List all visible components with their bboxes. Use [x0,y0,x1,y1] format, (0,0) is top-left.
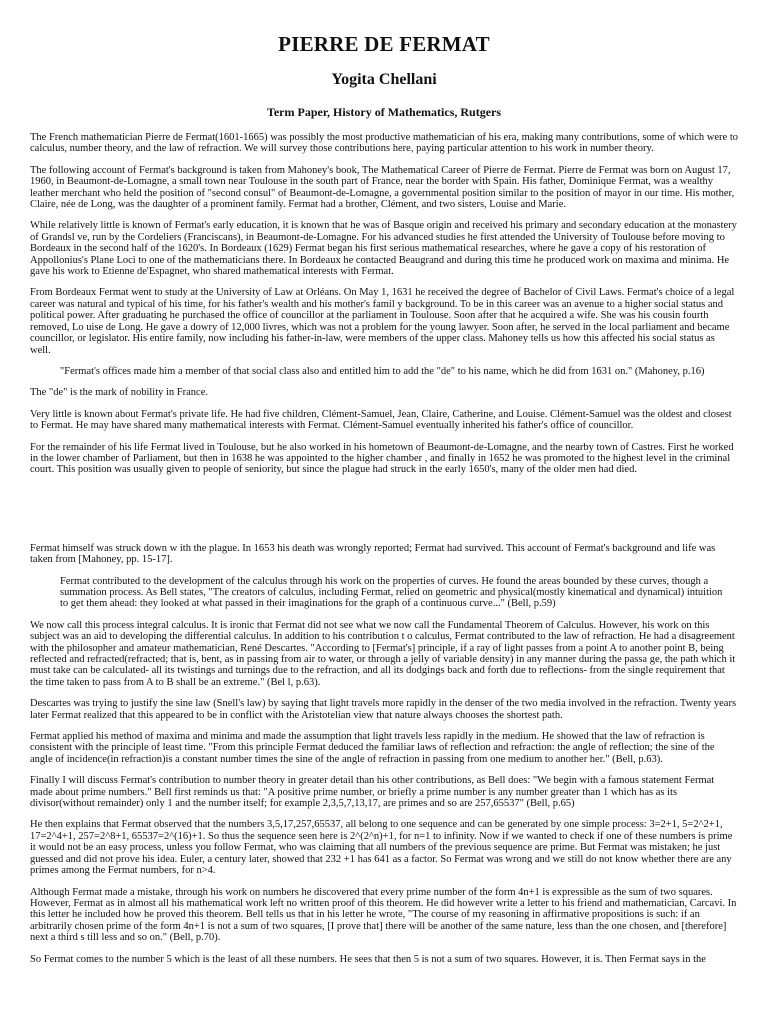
author-name: Yogita Chellani [331,71,437,88]
block-quote: "Fermat's offices made him a member of that social class also and entitled him to add the "de" to his name, which he did from 1631 on." (Mahoney, p.16) [60,365,705,377]
paragraph: Finally I will discuss Fermat's contribution to number theory in greater detail than his other contributions, as Bell does: "We begin with a famous statement Fermat made about prime numbers." Bell first reminds us that: "A positive prime number, or briefly a prime number is any number greater than 1 which has as its divisor(without remainder) only 1 and the number itself; for example 2,3,5,7,13,17, are primes and so are 257,65537" (Bell, p.65) [30,775,715,810]
paragraph: Fermat himself was struck down w ith the plague. In 1653 his death was wrongly reported; Fermat had survived. This account of Fermat's background and life was taken from [Mahoney, pp. 15-17]. [30,542,716,566]
page-break-gap [30,486,738,543]
paragraph: While relatively little is known of Fermat's early education, it is known that he was of Basque origin and received his primary and secondary education at the monastery of Grandsl ve, run by the Cordeliers (Franciscans), in Beaumont-de-Lomagne. For his advanced studies he first attended the University of Toulouse before moving to Bordeaux in the second half of the 1620's. In Bordeaux (1629) Fermat began his first serious mathematical researches, where he gave a copy of his restoration of Appollonius's Plane Loci to one of the mathematicians there. In Bordeaux he contacted Beaugrand and during this time he produced work on maxima and minima. He gave his work to Etienne de'Espagnet, who shared mathematical interests with Fermat. [30,220,737,278]
paragraph: Although Fermat made a mistake, through his work on numbers he discovered that every prime number of the form 4n+1 is expressible as the sum of two squares. However, Fermat as in almost all his mathematical work left no written proof of this theorem. He did however write a letter to his friend and mathematician, Carcavi. In this letter he included how he proved this theorem. Bell tells us that in his letter he wrote, "The course of my reasoning in affirmative propositions is such: if an arbitrarily chosen prime of the form 4n+1 is not a sum of two squares, [I prove that] there will be another of the same nature, less than the one chosen, and [therefore] next a third s till less and so on." (Bell, p.70). [30,886,737,944]
paragraph: The following account of Fermat's background is taken from Mahoney's book, The Mathematical Career of Pierre de Fermat. Pierre de Fermat was born on August 17, 1960, in Beaumont-de-Lomagne, a small town near Toulouse in the south part of France, near the border with Spain. His father, Dominique Fermat, was a wealthy leather merchant who held the position of "second consul" of Beaumont-de-Lomagne, a governmental position similar to the position of mayor in our time. His mother, Claire, née de Long, was the daughter of a prominent family. Fermat had a brother, Clément, and two sisters, Louise and Marie. [30,164,735,211]
paragraph: From Bordeaux Fermat went to study at the University of Law at Orléans. On May 1, 1631 he received the degree of Bachelor of Civil Laws. Fermat's choice of a legal career was natural and typical of his time, for his father's wealth and his mother's famil y background. To be in this career was an avenue to a higher social status and political power. After graduating he purchased the office of councillor at the parliament in Toulouse. Soon after that he acquired a wife. She was his cousin fourth removed, Lo uise de Long. He gave a dowry of 12,000 livres, which was not a problem for the young lawyer. Soon after, he served in the local parliament and became councillor, or legislator. His entire family, now including his father-in-law, were members of the upper class. Mahoney tells us how this affected his social status as well. [30,287,735,356]
page-title: PIERRE DE FERMAT [278,32,490,56]
paragraph: So Fermat comes to the number 5 which is the least of all these numbers. He sees that then 5 is not a sum of two squares. However, it is. Then Fermat says in the [30,953,706,965]
paragraph: For the remainder of his life Fermat lived in Toulouse, but he also worked in his hometown of Beaumont-de-Lomagne, and the nearby town of Castres. First he worked in the lower chamber of Parliament, but then in 1638 he was appointed to the higher chamber , and finally in 1652 he was promoted to the highest level in the criminal court. This position was usually given to people of seniority, but since the plague had struck in the early 1650's, many of the older men had died. [30,441,734,476]
paragraph: Fermat applied his method of maxima and minima and made the assumption that light travels less rapidly in the medium. He showed that the law of refraction is consistent with the principle of least time. "From this principle Fermat deduced the familiar laws of reflection and refraction: the angle of reflection; the sine of the angle of incidence(in refraction)is a constant number times the sine of the angle of refraction in passing from one medium to another her." (Bell, p.63). [30,731,715,765]
paragraph: He then explains that Fermat observed that the numbers 3,5,17,257,65537, all belong to one sequence and can be generated by one simple process: 3=2+1, 5=2^2+1, 17=2^4+1, 257=2^8+1, 65537=2^(16)+1. So thus the sequence seen here is 2^(2^n)+1, for n=1 to infinity. Now if we wanted to check if one of these numbers is prime it would not be an easy process, unless you follow Fermat, who was claiming that all numbers of the previous sequence are prime. But Fermat was mistaken; he just guessed and did not prove his idea. Euler, a century later, showed that 232 +1 has 641 as a factor. So Fermat was wrong and we still do not know whether there are any primes among the Fermat numbers, for n>4. [30,819,733,877]
paragraph: The "de" is the mark of nobility in France. [30,387,208,399]
body-text-bottom [30,543,738,965]
paper-subtitle: Term Paper, History of Mathematics, Rutgers [266,105,502,119]
block-quote: Fermat contributed to the development of the calculus through his work on the properties of curves. He found the areas bounded by these curves, though a summation process. As Bell states, "The creators of calculus, including Fermat, relied on geometric and physical(mostly kinematical and dynamical) intuition to get them ahead: they looked at what passed in their imaginations for the graph of a continuous curve..." (Bell, p.59) [60,575,723,610]
paragraph: We now call this process integral calculus. It is ironic that Fermat did not see what we now call the Fundamental Theorem of Calculus. However, his work on this subject was an aid to developing the differential calculus. In addition to his contribution t o calculus, Fermat contributed to the law of refraction. He had a disagreement with the philosopher and amateur mathematician, René Descartes. "According to [Fermat's] principle, if a ray of light passes from a point A to another point B, being reflected and refracted(refracted; that is, bent, as in passing from air to water, or through a jelly of variable density) in any manner during the passa ge, the path which it must take can be calculated- all its twistings and turnings due to the refraction, and all its dodgings back and forth due to reflections- from the single requirement that the time taken to pass from A to B shall be an extreme." (Bel l, p.63). [30,619,736,688]
paragraph: The French mathematician Pierre de Fermat(1601-1665) was possibly the most productive mathematician of his era, making many contributions, some of which were to calculus, number theory, and the law of refraction. We will survey those contributions here, paying particular attention to his work in number theory. [30,132,738,155]
paragraph: Very little is known about Fermat's private life. He had five children, Clément-Samuel, Jean, Claire, Catherine, and Louise. Clément-Samuel was the oldest and closest to Fermat. He may have shared many mathematical interests with Fermat. Clément-Samuel eventually inherited his father's office of councillor. [30,408,732,432]
paragraph: Descartes was trying to justify the sine law (Snell's law) by saying that light travels more rapidly in the denser of the two media involved in the refraction. Twenty years later Fermat realized that this appeared to be in conflict with the Aristotelian view that nature always chooses the shortest path. [30,698,737,721]
body-text-top [30,132,738,476]
